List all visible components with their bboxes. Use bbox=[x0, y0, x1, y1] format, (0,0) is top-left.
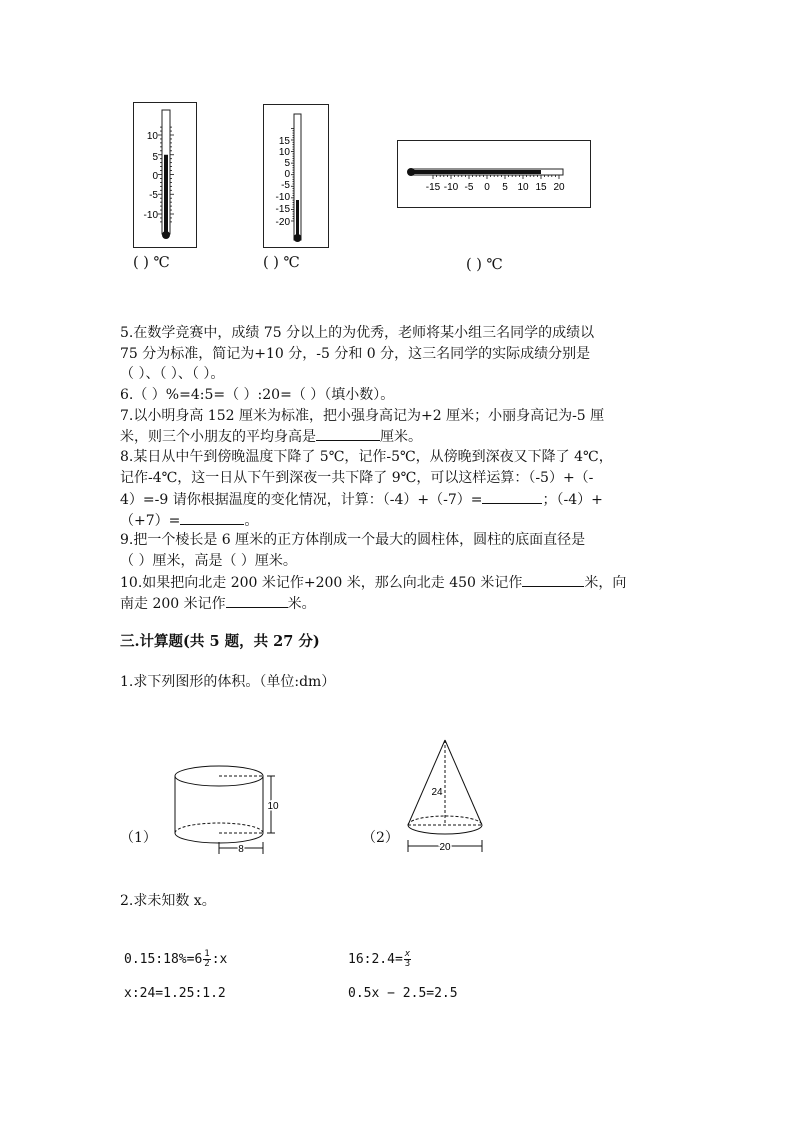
q9-line-2: （ ）厘米，高是（ ）厘米。 bbox=[120, 553, 297, 569]
cone-figure bbox=[404, 737, 486, 859]
t2-tick-label: 0 bbox=[284, 169, 290, 180]
thermometer-1-svg bbox=[133, 102, 197, 248]
eq2-numerator: x bbox=[404, 949, 411, 959]
q7-line-2-text-b: 厘米。 bbox=[380, 429, 422, 445]
cylinder-svg bbox=[172, 760, 284, 862]
thermometer-3-figure bbox=[397, 140, 591, 212]
fig-1-label: （1） bbox=[120, 830, 157, 846]
q10-line-1-text-b: 米，向 bbox=[584, 575, 627, 591]
t1-tick-label: 0 bbox=[152, 171, 158, 182]
q7-answer-blank[interactable] bbox=[316, 426, 380, 441]
q8-answer-blank-2[interactable] bbox=[180, 510, 244, 525]
q5-line-2: 75 分为标准，简记为+10 分，-5 分和 0 分，这三名同学的实际成绩分别是 bbox=[120, 346, 591, 362]
q10-line-1 bbox=[120, 572, 626, 594]
q8-line-3-text-b: ；（-4）+ bbox=[542, 492, 603, 508]
t2-tick-label: -5 bbox=[281, 180, 290, 191]
thermometer-3-svg bbox=[397, 140, 591, 208]
t3-tick-label: 0 bbox=[484, 182, 490, 193]
t2-tick-label: -10 bbox=[275, 192, 290, 203]
eq1-fraction bbox=[203, 950, 210, 969]
thermometer-2-answer: ( ) ℃ bbox=[263, 255, 300, 271]
q10-answer-blank-2[interactable] bbox=[226, 593, 288, 608]
q10-line-1-text-a: 10.如果把向北走 200 米记作+200 米，那么向北走 450 米记作 bbox=[120, 575, 523, 591]
q8-answer-blank-1[interactable] bbox=[482, 489, 542, 504]
q7-line-1: 7.以小明身高 152 厘米为标准，把小强身高记为+2 厘米；小丽身高记为-5 厘 bbox=[120, 408, 605, 424]
thermometer-3-answer: ( ) ℃ bbox=[466, 257, 503, 273]
t2-tick-label: 5 bbox=[284, 158, 290, 169]
t3-tick-label: -15 bbox=[425, 182, 441, 193]
t3-tick-label: 20 bbox=[553, 182, 565, 193]
cylinder-figure bbox=[172, 760, 284, 866]
q7-line-2 bbox=[120, 426, 422, 448]
q10-line-2-text-b: 米。 bbox=[287, 596, 316, 612]
q5-line-1: 5.在数学竞赛中，成绩 75 分以上的为优秀，老师将某小组三名同学的成绩以 bbox=[120, 325, 595, 341]
cylinder-height-label: 10 bbox=[267, 801, 279, 812]
t1-tick-label: 10 bbox=[146, 131, 158, 142]
q8-line-3-text-a: 4）=-9 请你根据温度的变化情况，计算：（-4）+（-7）= bbox=[120, 492, 483, 508]
equation-3: x:24=1.25:1.2 bbox=[124, 986, 226, 1001]
cylinder-radius-label: 8 bbox=[238, 844, 244, 855]
calc-2-question: 2.求未知数 x。 bbox=[120, 893, 216, 909]
equation-2 bbox=[348, 950, 412, 969]
section-3-heading: 三.计算题(共 5 题，共 27 分) bbox=[120, 633, 320, 650]
q10-answer-blank-1[interactable] bbox=[522, 572, 584, 587]
thermometer-1-answer: ( ) ℃ bbox=[133, 255, 170, 271]
q8-line-4-text-a: （+7）= bbox=[120, 513, 181, 529]
t2-tick-label: -20 bbox=[275, 217, 290, 228]
q6-line-1: 6.（ ）%=4:5=（ ）:20=（ ）（填小数）。 bbox=[120, 387, 395, 403]
q8-line-2: 记作-4℃，这一日从下午到深夜一共下降了 9℃，可以这样运算：（-5）+（- bbox=[120, 470, 594, 486]
eq1-text-b: :x bbox=[211, 952, 228, 967]
thermometer-2-svg bbox=[263, 104, 329, 248]
t1-tick-label: -10 bbox=[143, 210, 158, 221]
q5-line-3: （ ）、（ ）、（ ）。 bbox=[120, 366, 225, 382]
fig-2-label: （2） bbox=[362, 830, 399, 846]
eq2-fraction bbox=[404, 950, 411, 969]
t3-tick-label: -5 bbox=[464, 182, 474, 193]
t1-tick-label: -5 bbox=[149, 190, 158, 201]
cone-diameter-label: 20 bbox=[439, 842, 451, 853]
q7-line-2-text-a: 米，则三个小朋友的平均身高是 bbox=[120, 429, 316, 445]
q8-line-4-text-b: 。 bbox=[244, 513, 259, 529]
thermometer-1-figure bbox=[133, 102, 197, 252]
t2-tick-label: 10 bbox=[278, 147, 290, 158]
t2-tick-label: 15 bbox=[278, 136, 290, 147]
q8-line-1: 8.某日从中午到傍晚温度下降了 5℃，记作-5℃，从傍晚到深夜又下降了 4℃， bbox=[120, 449, 613, 465]
t1-tick-label: 5 bbox=[152, 152, 158, 163]
equation-1 bbox=[124, 950, 227, 969]
q8-line-4 bbox=[120, 510, 258, 532]
q10-line-2 bbox=[120, 593, 316, 615]
q10-line-2-text-a: 南走 200 米记作 bbox=[120, 596, 226, 612]
eq1-numerator: 1 bbox=[204, 949, 210, 959]
t2-tick-label: -15 bbox=[275, 204, 290, 215]
eq2-denominator: 3 bbox=[404, 959, 411, 969]
cone-svg bbox=[404, 737, 486, 855]
t3-tick-label: 15 bbox=[535, 182, 547, 193]
eq1-denominator: 2 bbox=[204, 959, 210, 969]
eq2-text-a: 16:2.4= bbox=[348, 952, 403, 967]
calc-1-question: 1.求下列图形的体积。（单位:dm） bbox=[120, 674, 336, 690]
t3-tick-label: 5 bbox=[502, 182, 508, 193]
thermometer-2-figure bbox=[263, 104, 329, 252]
q8-line-3 bbox=[120, 489, 603, 511]
eq1-text-a: 0.15:18%=6 bbox=[124, 952, 203, 967]
equation-4: 0.5x − 2.5=2.5 bbox=[348, 986, 458, 1001]
t3-tick-label: 10 bbox=[517, 182, 529, 193]
t3-tick-label: -10 bbox=[443, 182, 459, 193]
q9-line-1: 9.把一个棱长是 6 厘米的正方体削成一个最大的圆柱体，圆柱的底面直径是 bbox=[120, 532, 586, 548]
cone-height-label: 24 bbox=[431, 787, 443, 798]
